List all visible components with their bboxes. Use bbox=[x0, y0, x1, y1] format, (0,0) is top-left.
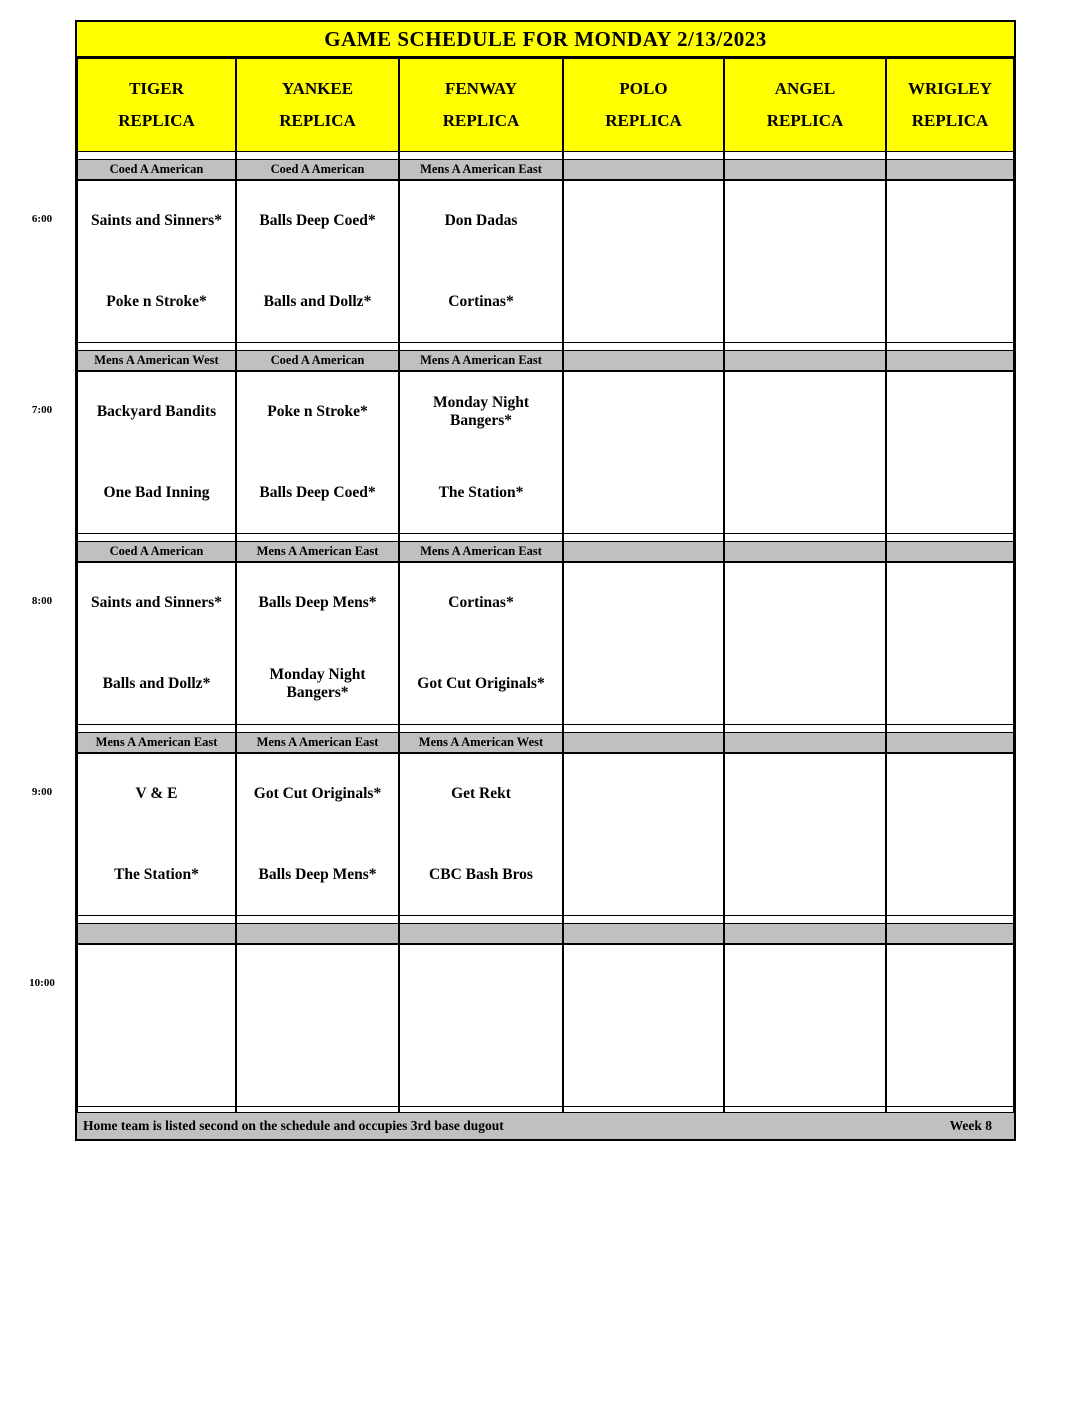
away-team: V & E bbox=[135, 785, 178, 803]
spacer-cell bbox=[399, 725, 563, 732]
home-team bbox=[725, 453, 885, 534]
spacer-cell bbox=[724, 152, 886, 159]
home-team bbox=[887, 644, 1013, 725]
game-cell bbox=[886, 944, 1014, 1107]
away-team: Poke n Stroke* bbox=[267, 403, 368, 421]
away-team: Balls Deep Mens* bbox=[258, 594, 377, 612]
time-label: 8:00 bbox=[31, 595, 53, 607]
spacer-cell bbox=[236, 152, 399, 159]
home-team bbox=[725, 262, 885, 343]
away-team bbox=[564, 563, 723, 644]
spacer-cell bbox=[77, 152, 236, 159]
home-team: One Bad Inning bbox=[103, 483, 210, 501]
game-cell bbox=[77, 371, 236, 534]
game-cell bbox=[886, 562, 1014, 725]
league-label: Mens A American East bbox=[399, 541, 563, 562]
spacer-cell bbox=[724, 343, 886, 350]
time-label: 7:00 bbox=[31, 404, 53, 416]
time-label: 6:00 bbox=[31, 213, 53, 225]
home-team bbox=[564, 262, 723, 343]
spacer-cell bbox=[563, 1107, 724, 1112]
game-cell bbox=[724, 180, 886, 343]
away-team: Balls Deep Coed* bbox=[259, 212, 376, 230]
spacer-cell bbox=[563, 916, 724, 923]
home-team bbox=[564, 1026, 723, 1107]
away-team bbox=[887, 372, 1013, 453]
league-row bbox=[77, 923, 1014, 944]
game-cell bbox=[77, 753, 236, 916]
game-cell bbox=[563, 562, 724, 725]
spacer-cell bbox=[886, 916, 1014, 923]
games-row bbox=[77, 753, 1014, 916]
games-row bbox=[77, 562, 1014, 725]
away-team bbox=[725, 945, 885, 1026]
league-label bbox=[886, 350, 1014, 371]
away-team: Backyard Bandits bbox=[96, 403, 217, 421]
time-slot-list bbox=[29, 152, 1014, 1107]
game-cell bbox=[77, 180, 236, 343]
spacer-cell bbox=[399, 916, 563, 923]
home-team: Got Cut Originals* bbox=[417, 674, 545, 692]
league-label bbox=[724, 732, 886, 753]
away-team: Get Rekt bbox=[451, 785, 511, 803]
field-name-line: REPLICA bbox=[766, 111, 844, 130]
footer-row bbox=[77, 1112, 1014, 1139]
league-label bbox=[236, 923, 399, 944]
game-cell bbox=[399, 944, 563, 1107]
away-team bbox=[400, 945, 562, 1026]
field-name-line: YANKEE bbox=[281, 79, 354, 98]
league-label bbox=[77, 923, 236, 944]
league-label bbox=[724, 541, 886, 562]
spacer-cell bbox=[724, 916, 886, 923]
field-name-line: POLO bbox=[619, 79, 668, 98]
spacer-cell bbox=[399, 343, 563, 350]
away-team: Don Dadas bbox=[444, 212, 518, 230]
spacer-cell bbox=[399, 534, 563, 541]
home-team: The Station* bbox=[114, 865, 199, 883]
field-header-angel bbox=[724, 58, 886, 152]
league-label bbox=[563, 350, 724, 371]
spacer-cell bbox=[399, 152, 563, 159]
league-row bbox=[77, 350, 1014, 371]
schedule-title: GAME SCHEDULE FOR MONDAY 2/13/2023 bbox=[77, 22, 1014, 58]
game-cell bbox=[399, 371, 563, 534]
game-cell bbox=[563, 944, 724, 1107]
league-label bbox=[563, 923, 724, 944]
home-team: Monday Night Bangers* bbox=[269, 665, 366, 701]
away-team: Cortinas* bbox=[448, 594, 514, 612]
field-header-polo bbox=[563, 58, 724, 152]
home-team bbox=[564, 453, 723, 534]
spacer-cell bbox=[236, 725, 399, 732]
league-label bbox=[886, 541, 1014, 562]
footer-note: Home team is listed second on the schedule and occupies 3rd base dugout bbox=[83, 1118, 504, 1133]
home-team bbox=[887, 835, 1013, 916]
away-team bbox=[725, 754, 885, 835]
league-label bbox=[399, 923, 563, 944]
field-name-line: REPLICA bbox=[442, 111, 520, 130]
home-team bbox=[887, 1026, 1013, 1107]
home-team bbox=[564, 644, 723, 725]
game-cell bbox=[724, 371, 886, 534]
time-slot-6-00 bbox=[31, 152, 1014, 343]
home-team bbox=[564, 835, 723, 916]
away-team bbox=[237, 945, 398, 1026]
field-name-line: FENWAY bbox=[444, 79, 518, 98]
home-team: Balls and Dollz* bbox=[263, 292, 372, 310]
home-team: Balls Deep Mens* bbox=[258, 865, 377, 883]
field-name-line: REPLICA bbox=[279, 111, 356, 130]
league-label bbox=[886, 732, 1014, 753]
away-team: Got Cut Originals* bbox=[253, 785, 382, 803]
spacer-cell bbox=[77, 1107, 236, 1112]
league-label bbox=[886, 923, 1014, 944]
spacer-cell bbox=[886, 534, 1014, 541]
field-header-tiger bbox=[77, 58, 236, 152]
time-slot-8-00 bbox=[31, 534, 1014, 725]
game-cell bbox=[77, 562, 236, 725]
home-team: CBC Bash Bros bbox=[429, 865, 533, 883]
spacer-cell bbox=[886, 343, 1014, 350]
league-label bbox=[563, 159, 724, 180]
away-team bbox=[564, 372, 723, 453]
spacer-cell bbox=[399, 1107, 563, 1112]
spacer-cell bbox=[886, 725, 1014, 732]
spacer-cell bbox=[77, 916, 236, 923]
away-team bbox=[78, 945, 235, 1026]
away-team bbox=[564, 945, 723, 1026]
league-label bbox=[724, 350, 886, 371]
field-name-line: WRIGLEY bbox=[907, 79, 993, 98]
away-team bbox=[725, 563, 885, 644]
league-row bbox=[77, 732, 1014, 753]
field-name-line: TIGER bbox=[129, 79, 184, 98]
home-team: Balls Deep Coed* bbox=[259, 483, 376, 501]
spacer-cell bbox=[724, 725, 886, 732]
league-label bbox=[724, 923, 886, 944]
spacer-cell bbox=[563, 343, 724, 350]
spacer-cell bbox=[77, 534, 236, 541]
game-cell bbox=[399, 562, 563, 725]
game-cell bbox=[236, 753, 399, 916]
spacer-cell bbox=[236, 916, 399, 923]
field-name-line: REPLICA bbox=[911, 111, 989, 130]
away-team: Monday Night Bangers* bbox=[432, 394, 530, 430]
spacer-cell bbox=[236, 534, 399, 541]
game-cell bbox=[236, 180, 399, 343]
spacer-row bbox=[77, 343, 1014, 350]
game-cell bbox=[724, 944, 886, 1107]
away-team bbox=[887, 754, 1013, 835]
league-label: Mens A American East bbox=[236, 732, 399, 753]
spacer-cell bbox=[563, 152, 724, 159]
game-cell bbox=[724, 562, 886, 725]
league-label bbox=[563, 541, 724, 562]
game-cell bbox=[236, 562, 399, 725]
home-team: Poke n Stroke* bbox=[106, 292, 207, 310]
league-label: Mens A American East bbox=[399, 350, 563, 371]
home-team bbox=[400, 1026, 562, 1107]
footer-week: Week 8 bbox=[949, 1118, 992, 1133]
spacer-cell bbox=[236, 1107, 399, 1112]
game-cell bbox=[886, 180, 1014, 343]
spacer-cell bbox=[77, 343, 236, 350]
home-team: The Station* bbox=[438, 483, 524, 501]
field-name-line: ANGEL bbox=[774, 79, 836, 98]
away-team bbox=[887, 563, 1013, 644]
schedule-table bbox=[29, 20, 1016, 1141]
game-cell bbox=[563, 753, 724, 916]
spacer-row bbox=[77, 152, 1014, 159]
game-cell bbox=[886, 753, 1014, 916]
away-team bbox=[725, 181, 885, 262]
field-header-yankee bbox=[236, 58, 399, 152]
away-team bbox=[564, 754, 723, 835]
game-cell bbox=[724, 753, 886, 916]
league-label: Mens A American East bbox=[77, 732, 236, 753]
home-team bbox=[725, 835, 885, 916]
games-row bbox=[77, 180, 1014, 343]
game-cell bbox=[77, 944, 236, 1107]
home-team: Balls and Dollz* bbox=[102, 674, 211, 692]
time-slot-10-00 bbox=[29, 916, 1014, 1107]
home-team bbox=[887, 262, 1013, 343]
league-label bbox=[724, 159, 886, 180]
footer-spacer-row bbox=[77, 1107, 1014, 1112]
spacer-row bbox=[77, 916, 1014, 923]
time-label: 9:00 bbox=[31, 786, 53, 798]
home-team bbox=[237, 1026, 398, 1107]
spacer-cell bbox=[886, 152, 1014, 159]
time-slot-7-00 bbox=[31, 343, 1014, 534]
league-label: Coed A American bbox=[77, 159, 236, 180]
league-row bbox=[77, 541, 1014, 562]
field-header-wrigley bbox=[886, 58, 1014, 152]
home-team bbox=[725, 1026, 885, 1107]
spacer-cell bbox=[724, 534, 886, 541]
game-cell bbox=[886, 371, 1014, 534]
away-team bbox=[887, 181, 1013, 262]
home-team bbox=[78, 1026, 235, 1107]
spacer-cell bbox=[563, 725, 724, 732]
league-label: Mens A American East bbox=[236, 541, 399, 562]
game-cell bbox=[236, 371, 399, 534]
spacer-cell bbox=[563, 534, 724, 541]
league-label: Coed A American bbox=[77, 541, 236, 562]
league-label bbox=[886, 159, 1014, 180]
spacer-cell bbox=[77, 725, 236, 732]
spacer-row bbox=[77, 725, 1014, 732]
away-team bbox=[564, 181, 723, 262]
game-cell bbox=[399, 180, 563, 343]
field-header-fenway bbox=[399, 58, 563, 152]
games-row bbox=[77, 371, 1014, 534]
league-label: Coed A American bbox=[236, 159, 399, 180]
games-row bbox=[77, 944, 1014, 1107]
game-cell bbox=[563, 371, 724, 534]
league-label: Mens A American East bbox=[399, 159, 563, 180]
home-team bbox=[725, 644, 885, 725]
time-slot-9-00 bbox=[31, 725, 1014, 916]
game-cell bbox=[399, 753, 563, 916]
league-label: Coed A American bbox=[236, 350, 399, 371]
field-header-row bbox=[77, 58, 1014, 152]
home-team: Cortinas* bbox=[448, 292, 514, 310]
spacer-row bbox=[77, 534, 1014, 541]
league-label: Mens A American West bbox=[77, 350, 236, 371]
away-team bbox=[725, 372, 885, 453]
home-team bbox=[887, 453, 1013, 534]
away-team bbox=[887, 945, 1013, 1026]
league-label bbox=[563, 732, 724, 753]
spacer-cell bbox=[724, 1107, 886, 1112]
spacer-cell bbox=[886, 1107, 1014, 1112]
field-name-line: REPLICA bbox=[118, 111, 195, 130]
away-team: Saints and Sinners* bbox=[91, 594, 222, 612]
time-label: 10:00 bbox=[29, 977, 55, 989]
game-cell bbox=[563, 180, 724, 343]
away-team: Saints and Sinners* bbox=[91, 212, 222, 230]
game-cell bbox=[236, 944, 399, 1107]
league-label: Mens A American West bbox=[399, 732, 563, 753]
league-row bbox=[77, 159, 1014, 180]
field-name-line: REPLICA bbox=[605, 111, 682, 130]
spacer-cell bbox=[236, 343, 399, 350]
